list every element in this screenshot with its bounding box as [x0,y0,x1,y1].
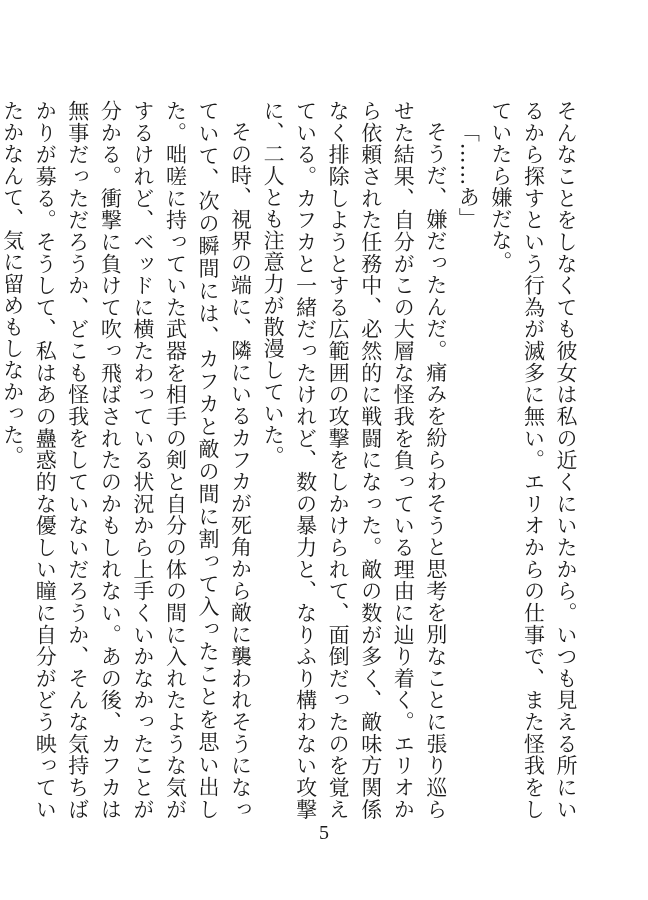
paragraph-2-dialogue: 「……あ」 [456,121,481,229]
paragraph-4: その時、視界の端に、隣にいるカフカが死角から敵に襲われそうになっていて、次の瞬間には、カフカと敵の間に割って入ったことを思い出した。咄嗟に持っていた武器を相手の剣と自分の体の間に入れたような気がするけれど、ベッドに横たわっている状況から上手くいかなかったことが分かる。衝撃に負けて吹っ飛ばされたのかもしれない。あの後、カフカは無事だっただろうか、どこも怪我をしていないだろうか、そんな気持ちばかりが募る。そうして、私はあの蠱惑的な優しい瞳に自分がどう映っていたかなんて、気に留めもしなかった。 [0,100,253,820]
vertical-text-body [0,100,582,820]
paragraph-3: そうだ、嫌だったんだ。痛みを紛らわそうと思考を別なことに張り巡らせた結果、自分がこの大層な怪我を負っている理由に辿り着く。エリオから依頼された任務中、必然的に戦闘になった。敵の数が多く、敵味方関係なく排除しようとする広範囲の攻撃をしかけられて、面倒だったのを覚えている。カフカと一緒だったけれど、数の暴力と、なりふり構わない攻撃に、二人とも注意力が散漫していた。 [261,100,448,820]
paragraph-1: そんなことをしなくても彼女は私の近くにいたから。いつも見える所にいるから探すという行為が滅多に無い。エリオからの仕事で、また怪我をしていたら嫌だな。 [488,100,578,820]
page-number: 5 [319,822,329,844]
